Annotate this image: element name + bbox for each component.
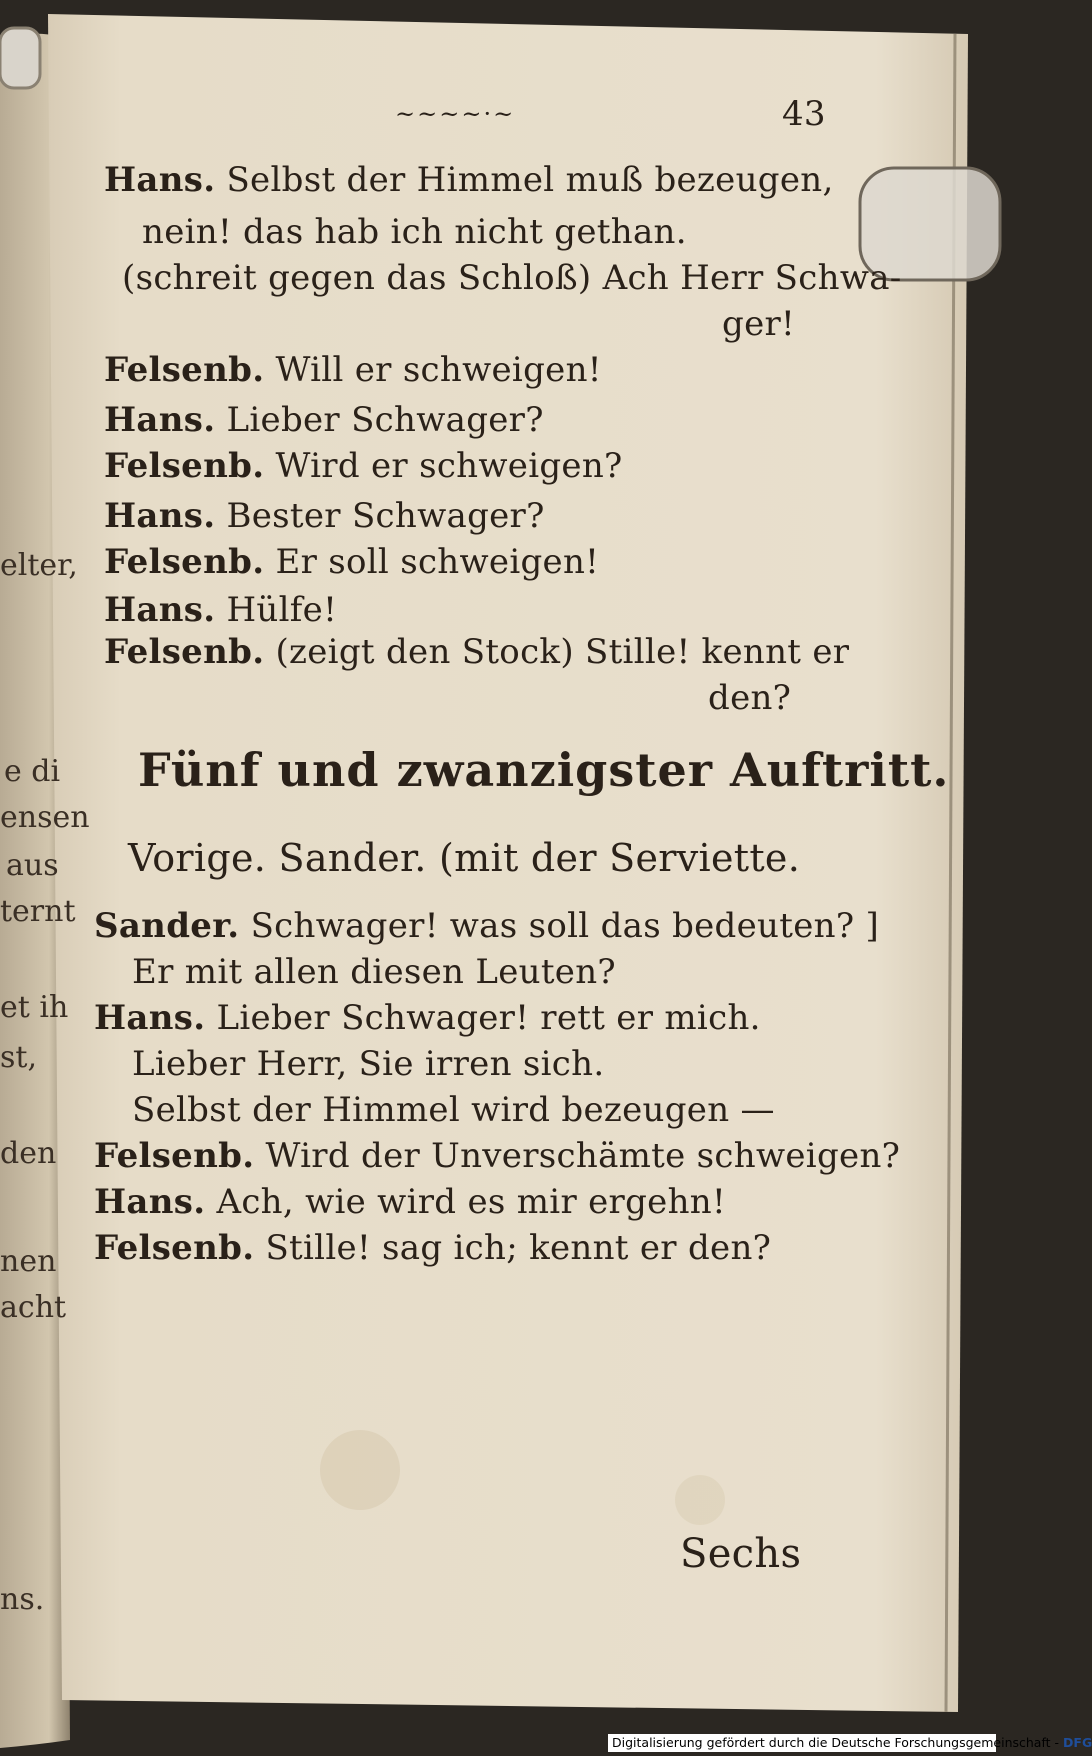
- dialogue-line: [132, 1090, 775, 1130]
- line-text: Lieber Schwager?: [226, 400, 544, 440]
- line-text: Wird er schweigen?: [275, 446, 623, 486]
- dialogue-line: [104, 446, 623, 486]
- speaker-name: Felsenb.: [104, 632, 265, 672]
- left-page-fragment: acht: [0, 1290, 67, 1325]
- footer-text: Digitalisierung gefördert durch die Deutsche Forschungsgemeinschaft -: [612, 1735, 1060, 1750]
- scene-characters: Vorige. Sander. (mit der Serviette.: [128, 836, 801, 880]
- line-text: Lieber Schwager! rett er mich.: [216, 998, 761, 1038]
- line-text: Er soll schweigen!: [275, 542, 600, 582]
- dialogue-line: [142, 212, 687, 252]
- left-page-fragment: ternt: [0, 894, 76, 929]
- left-page-fragment: aus: [6, 848, 59, 883]
- line-text: Will er schweigen!: [275, 350, 602, 390]
- speaker-name: Felsenb.: [104, 542, 265, 582]
- line-text: Bester Schwager?: [226, 496, 545, 536]
- line-text: Er mit allen diesen Leuten?: [132, 952, 616, 992]
- left-page-fragment: nen: [0, 1244, 57, 1279]
- dfg-logo: DFG: [1063, 1735, 1092, 1750]
- dialogue-line: [104, 160, 834, 200]
- line-text: nein! das hab ich nicht gethan.: [142, 212, 687, 252]
- line-text: Ach, wie wird es mir ergehn!: [216, 1182, 726, 1222]
- dialogue-line: [94, 1136, 900, 1176]
- line-text: Lieber Herr, Sie irren sich.: [132, 1044, 605, 1084]
- speaker-name: Hans.: [104, 160, 216, 200]
- dialogue-line: [104, 542, 599, 582]
- line-text: Schwager! was soll das bedeuten? ]: [250, 906, 880, 946]
- page-ornament: ~~~~·~: [395, 100, 516, 128]
- line-text: ger!: [722, 304, 796, 344]
- line-text: Selbst der Himmel wird bezeugen —: [132, 1090, 775, 1130]
- speaker-name: Sander.: [94, 906, 240, 946]
- line-text: (zeigt den Stock) Stille! kennt er: [275, 632, 850, 672]
- speaker-name: Hans.: [94, 998, 206, 1038]
- line-text: den?: [708, 678, 792, 718]
- line-text: Stille! sag ich; kennt er den?: [265, 1228, 772, 1268]
- speaker-name: Hans.: [104, 590, 216, 630]
- dialogue-line: [132, 952, 616, 992]
- speaker-name: Felsenb.: [94, 1228, 255, 1268]
- dialogue-line: [722, 304, 795, 344]
- dialogue-line: [122, 258, 902, 298]
- scene-heading: Fünf und zwanzigster Auftritt.: [138, 743, 950, 797]
- speaker-name: Felsenb.: [94, 1136, 255, 1176]
- line-text: (schreit gegen das Schloß) Ach Herr Schwa-: [122, 258, 902, 298]
- dialogue-line: [104, 350, 602, 390]
- dialogue-line: [104, 590, 337, 630]
- left-page-fragment: e di: [4, 754, 61, 789]
- catchword: Sechs: [680, 1531, 802, 1577]
- speaker-name: Felsenb.: [104, 446, 265, 486]
- line-text: Hülfe!: [226, 590, 338, 630]
- line-text: Wird der Unverschämte schweigen?: [265, 1136, 901, 1176]
- dialogue-line: [94, 998, 761, 1038]
- dialogue-line: [94, 906, 879, 946]
- left-page-fragment: den: [0, 1136, 57, 1171]
- dialogue-line: [708, 678, 791, 718]
- dialogue-line: [104, 400, 544, 440]
- left-page-fragment: et ih: [0, 990, 69, 1025]
- dialogue-line: [104, 632, 849, 672]
- left-page-fragment: st,: [0, 1040, 37, 1075]
- dialogue-line: [132, 1044, 604, 1084]
- speaker-name: Hans.: [104, 400, 216, 440]
- line-text: Selbst der Himmel muß bezeugen,: [226, 160, 834, 200]
- left-page-fragment: ns.: [0, 1582, 45, 1617]
- left-page-fragment: ensen: [0, 800, 90, 835]
- dialogue-line: [104, 496, 545, 536]
- speaker-name: Hans.: [94, 1182, 206, 1222]
- speaker-name: Hans.: [104, 496, 216, 536]
- digitization-footer: [608, 1734, 1092, 1752]
- page-number: 43: [782, 94, 826, 134]
- dialogue-line: [94, 1228, 771, 1268]
- dialogue-line: [94, 1182, 726, 1222]
- left-page-fragment: elter,: [0, 548, 78, 583]
- speaker-name: Felsenb.: [104, 350, 265, 390]
